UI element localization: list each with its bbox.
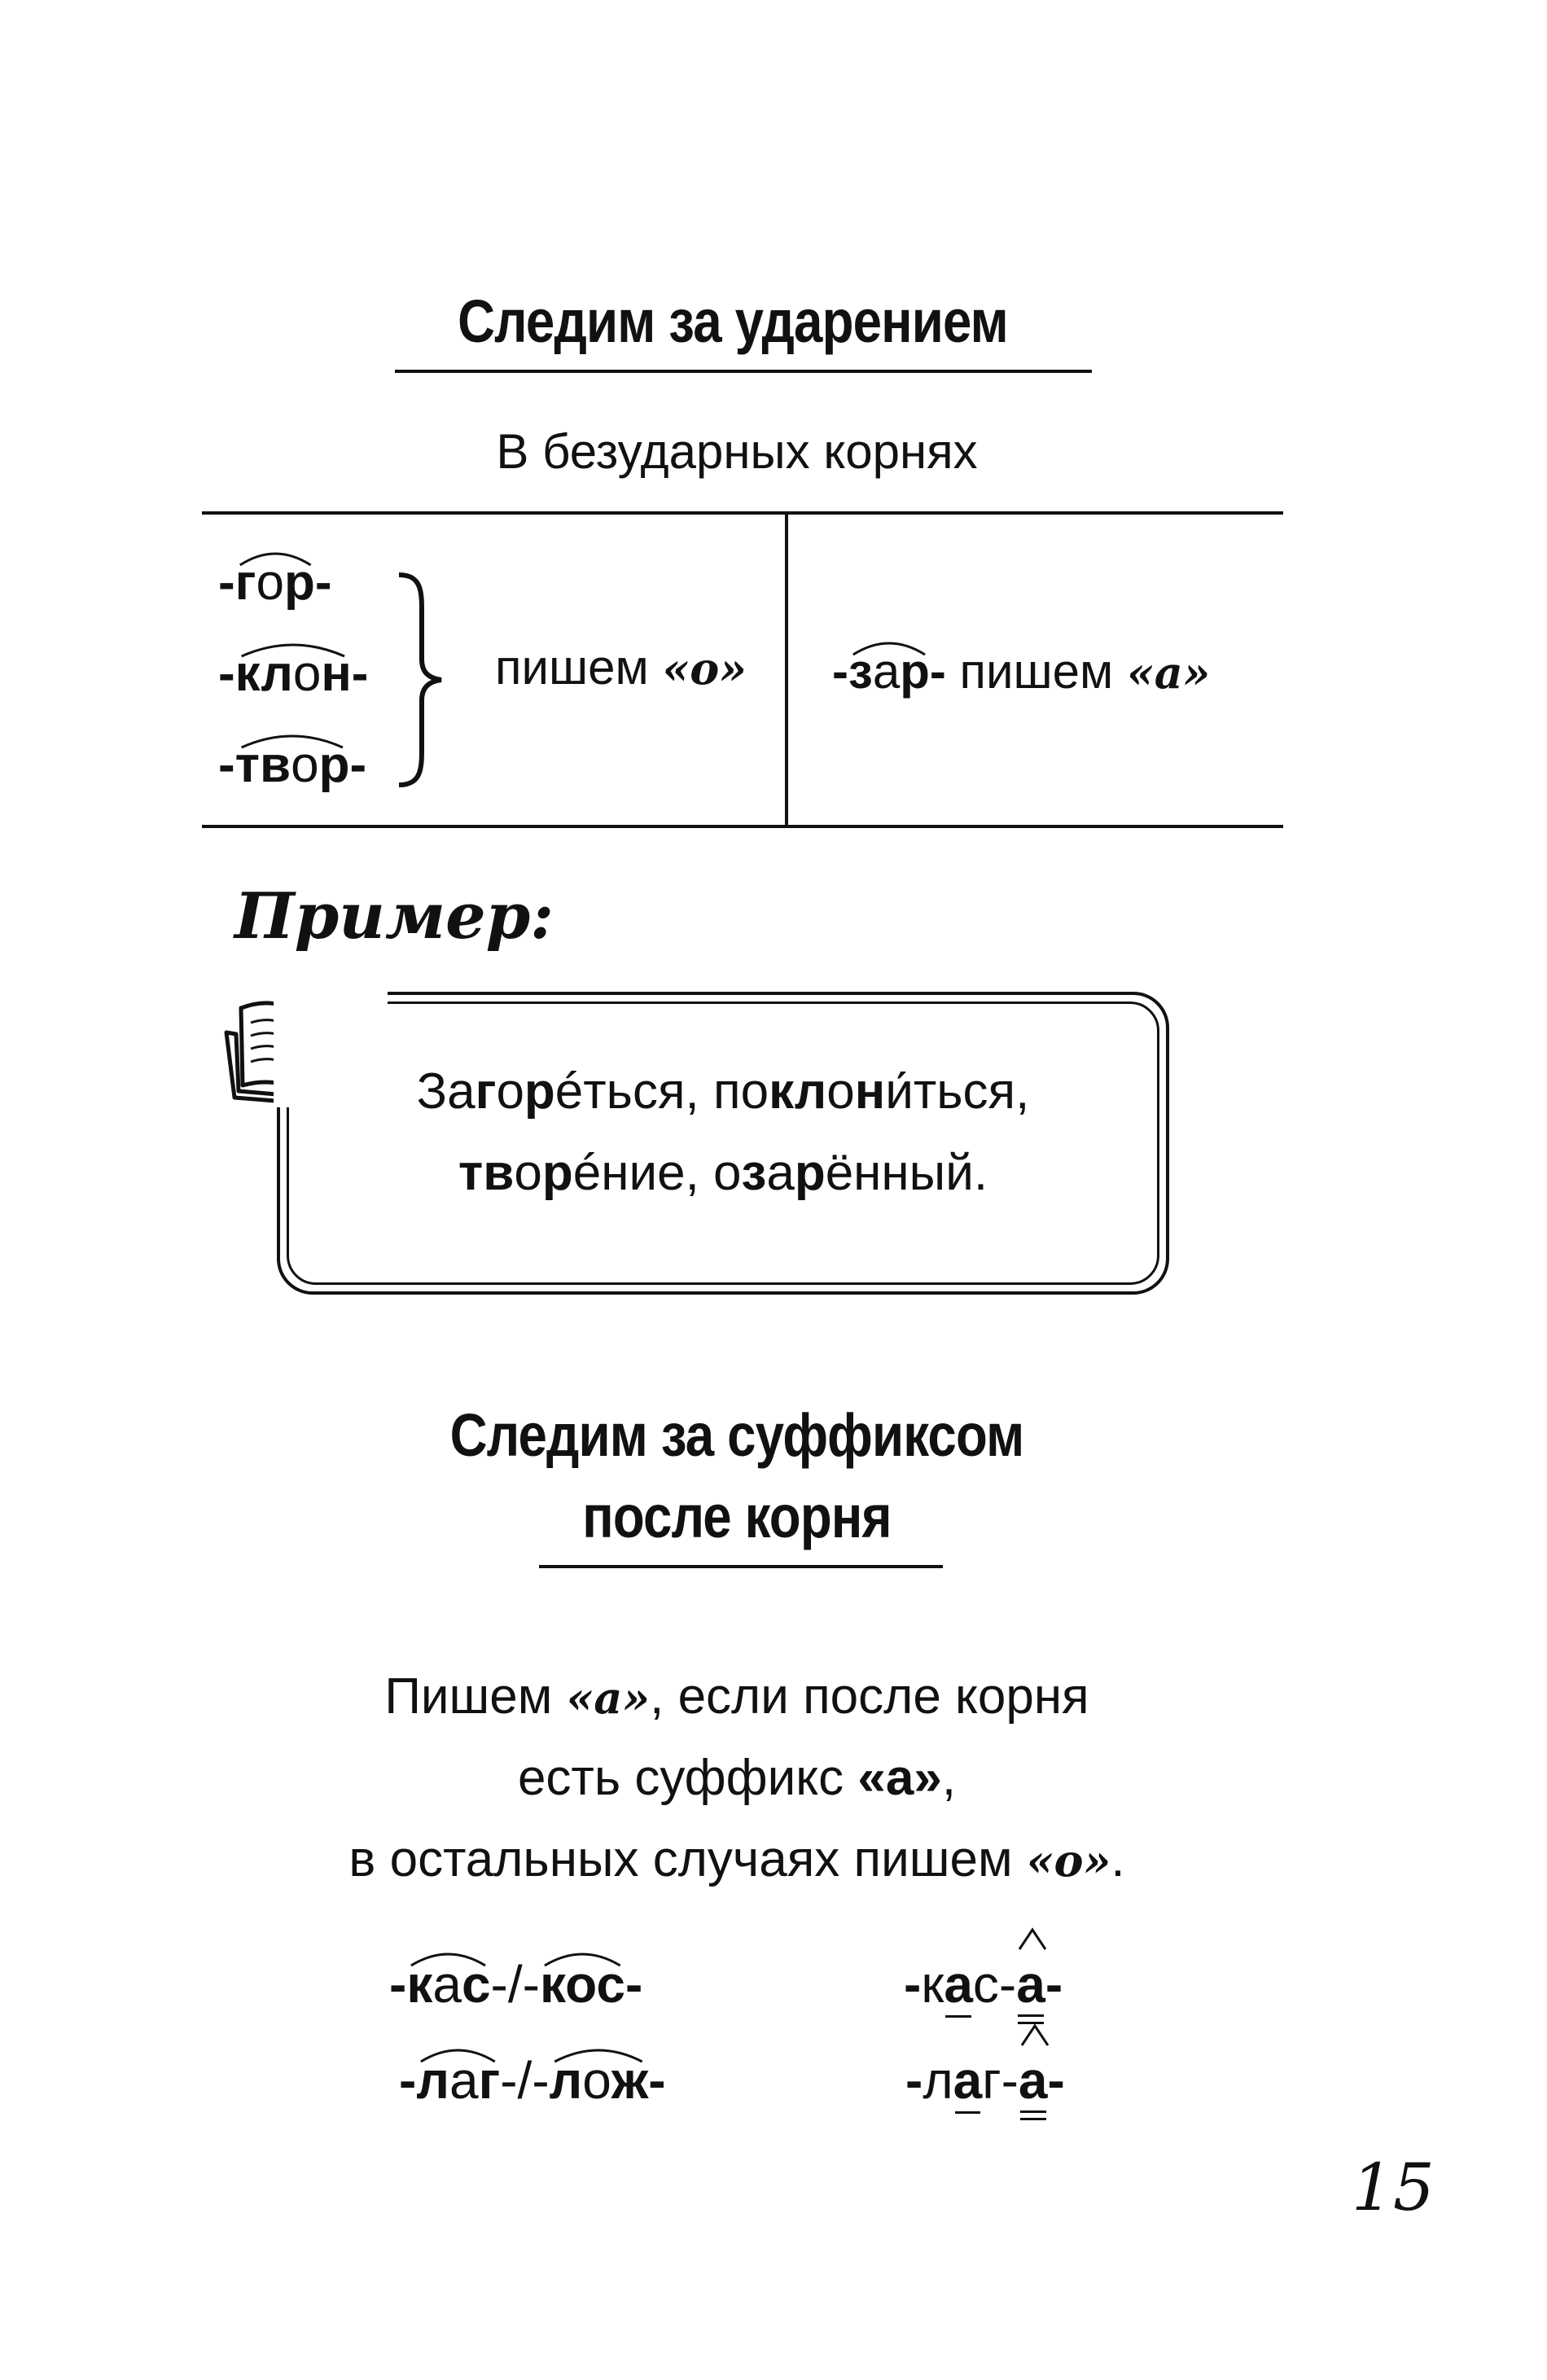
letter-o-quote: «о» [662, 642, 747, 695]
example-laga: -лаг- а- [905, 2050, 1065, 2110]
suffix-rule-line-3: в остальных случаях пишем «о». [348, 1831, 1125, 1887]
root-klon: - клон- [218, 646, 369, 702]
section1-title: Следим за ударением [458, 287, 1008, 355]
roots-kas-kos: - кас-/- кос- [389, 1955, 643, 2014]
letter-a-quote: «а» [1126, 647, 1211, 699]
suffix-mark-icon [1019, 2023, 1051, 2047]
root-gor: - гор- [218, 554, 332, 611]
table-column-divider [785, 513, 788, 827]
roots-lag-lozh: - лаг-/- лож- [399, 2051, 666, 2110]
section2-title-line2: после корня [582, 1483, 892, 1550]
example-label: Пример: [234, 879, 554, 953]
root-tvor: - твор- [218, 737, 367, 793]
left-rule: пишем «о» [495, 640, 747, 695]
section2-title-underline [539, 1565, 943, 1568]
table-bottom-border [202, 825, 1283, 828]
table-top-border [202, 511, 1283, 515]
suffix-rule-line-1: Пишем «а», если после корня [384, 1668, 1089, 1725]
example-frame-inner [287, 1002, 1159, 1285]
page-number: 15 [1352, 2150, 1435, 2225]
example-kasa: -кас- а- [904, 1954, 1063, 2014]
suffix-mark-icon [1016, 1926, 1049, 1951]
section2-title-line1: Следим за суффиксом [449, 1401, 1024, 1469]
curly-brace-icon [392, 570, 449, 790]
section1-subtitle: В безударных корнях [496, 424, 978, 479]
right-rule: - зар- пишем «а» [832, 644, 1211, 699]
example-line-1: Загорéться, поклони́ться, [416, 1063, 1030, 1120]
suffix-rule-line-2: есть суффикс «а», [517, 1750, 957, 1806]
example-line-2: творéние, озарённый. [458, 1145, 988, 1201]
section1-title-underline [395, 370, 1092, 373]
